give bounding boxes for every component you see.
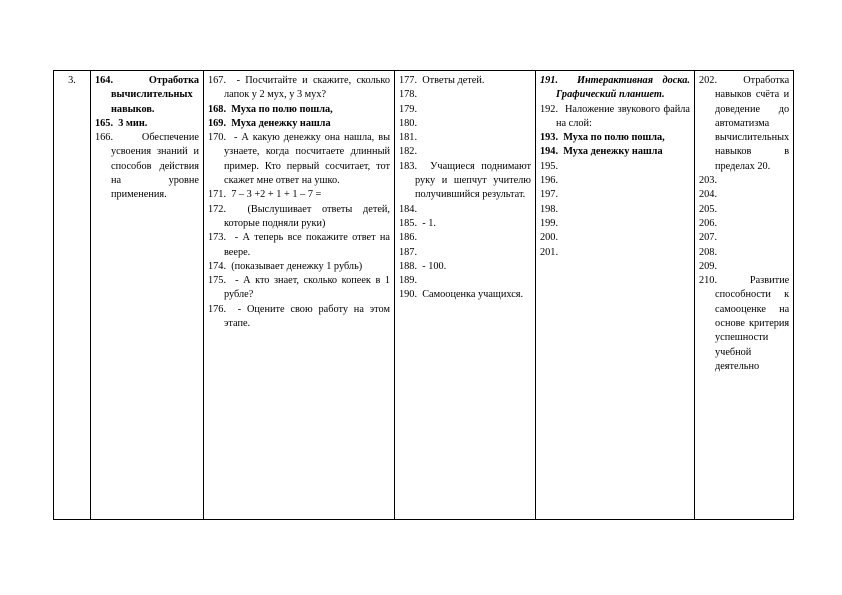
list-item <box>208 131 390 188</box>
list-item <box>399 274 531 288</box>
list-item <box>399 145 531 159</box>
item-number: 171. <box>208 189 227 201</box>
item-number: 164. <box>95 75 114 86</box>
list-item <box>208 74 390 103</box>
list-item <box>208 231 390 260</box>
item-number: 195. <box>540 160 559 172</box>
item-number: 179. <box>399 103 418 115</box>
item-text: Интерактивная доска. Графический планшет. <box>556 75 690 101</box>
item-number: 177. <box>399 75 418 86</box>
item-number: 209. <box>699 260 718 272</box>
student-activity-cell <box>395 71 536 520</box>
item-number: 206. <box>699 217 718 229</box>
item-number: 170. <box>208 132 227 144</box>
item-number: 175. <box>208 275 227 287</box>
item-text: 7 – 3 +2 + 1 + 1 – 7 = <box>231 189 322 201</box>
list-item <box>699 274 789 374</box>
table-row <box>54 71 794 520</box>
list-item <box>399 131 531 145</box>
list-item <box>699 203 789 217</box>
list-item <box>95 117 199 131</box>
item-number: 172. <box>208 203 227 215</box>
list-item <box>208 203 390 232</box>
item-text: - Оцените свою работу на этом этапе. <box>224 303 390 330</box>
list-item <box>399 246 531 260</box>
item-number: 204. <box>699 189 718 201</box>
list-item <box>699 246 789 260</box>
item-text: (Выслушивает ответы детей, которые подняли руки) <box>224 203 390 229</box>
list-item <box>399 160 531 203</box>
item-number: 165. <box>95 117 114 129</box>
item-number: 181. <box>399 132 418 144</box>
item-number: 210. <box>699 275 718 287</box>
item-number: 208. <box>699 246 718 258</box>
list-item <box>95 74 199 117</box>
item-number: 167. <box>208 75 227 86</box>
item-number: 205. <box>699 203 718 215</box>
list-item <box>399 231 531 245</box>
item-number: 186. <box>399 232 418 244</box>
item-number: 178. <box>399 89 418 101</box>
outcomes-cell <box>695 71 794 520</box>
list-item <box>399 117 531 131</box>
item-text: - А теперь все покажите ответ на веере. <box>224 232 390 258</box>
item-text: 3 мин. <box>118 117 148 129</box>
list-item <box>208 260 390 274</box>
list-item <box>208 117 390 131</box>
item-number: 166. <box>95 132 114 144</box>
list-item <box>540 74 690 103</box>
item-number: 202. <box>699 75 718 86</box>
list-item <box>699 260 789 274</box>
list-item <box>208 274 390 303</box>
list-item <box>208 303 390 332</box>
list-item <box>699 217 789 231</box>
ict-tools-cell <box>536 71 695 520</box>
item-number: 197. <box>540 189 559 201</box>
item-text: - А кто знает, сколько копеек в 1 рубле? <box>224 275 390 301</box>
list-item <box>399 203 531 217</box>
item-number: 184. <box>399 203 418 215</box>
list-item <box>399 288 531 302</box>
list-item <box>208 188 390 202</box>
row-number: 3. <box>68 75 76 86</box>
item-number: 207. <box>699 232 718 244</box>
list-item <box>95 131 199 202</box>
item-number: 203. <box>699 175 718 187</box>
list-item <box>399 74 531 88</box>
item-text: Развитие способности к самооценке на основе критерия успешности учебной деятельно <box>715 275 790 372</box>
item-number: 180. <box>399 117 418 129</box>
item-text: - 100. <box>422 260 447 272</box>
list-item <box>540 246 690 260</box>
list-item <box>540 145 690 159</box>
list-item <box>540 103 690 132</box>
item-number: 200. <box>540 232 559 244</box>
list-item <box>540 188 690 202</box>
item-number: 169. <box>208 117 227 129</box>
item-text: (показывает денежку 1 рубль) <box>231 260 363 272</box>
item-number: 193. <box>540 132 559 144</box>
item-number: 192. <box>540 103 559 115</box>
item-text: - А какую денежку она нашла, вы узнаете, когда посчитаете длинный пример. Кто первый сосчитает, тот скажет мне ответ на ушко. <box>224 132 390 187</box>
item-number: 187. <box>399 246 418 258</box>
item-number: 198. <box>540 203 559 215</box>
list-item <box>699 231 789 245</box>
item-number: 182. <box>399 146 418 158</box>
list-item <box>540 131 690 145</box>
list-item <box>699 74 789 174</box>
item-text: - Посчитайте и скажите, сколько лапок у 2 мух, у 3 мух? <box>224 75 390 101</box>
list-item <box>699 174 789 188</box>
item-number: 168. <box>208 103 227 115</box>
list-item <box>399 103 531 117</box>
item-number: 194. <box>540 146 559 158</box>
list-item <box>699 188 789 202</box>
item-number: 189. <box>399 275 418 287</box>
item-text: Учащиеся поднимают руку и шепчут учителю получившийся результат. <box>415 160 531 201</box>
list-item <box>540 231 690 245</box>
item-text: - 1. <box>422 217 436 229</box>
item-number: 176. <box>208 303 227 315</box>
item-text: Наложение звукового файла на слой: <box>556 103 690 129</box>
item-text: Самооценка учащихся. <box>422 289 524 301</box>
item-number: 191. <box>540 75 559 86</box>
item-text: Муха денежку нашла <box>231 117 331 129</box>
list-item <box>540 217 690 231</box>
item-number: 174. <box>208 260 227 272</box>
item-text: Отработка вычислительных навыков. <box>111 75 199 115</box>
list-item <box>540 174 690 188</box>
item-number: 201. <box>540 246 559 258</box>
item-number: 190. <box>399 289 418 301</box>
stage-cell <box>91 71 204 520</box>
item-number: 188. <box>399 260 418 272</box>
list-item <box>399 88 531 102</box>
list-item <box>399 217 531 231</box>
list-item <box>540 160 690 174</box>
lesson-plan-table <box>53 70 794 520</box>
teacher-activity-cell <box>204 71 395 520</box>
list-item <box>540 203 690 217</box>
item-text: Отработка навыков счёта и доведение до автоматизма вычислительных навыков в пределах 20. <box>715 75 790 172</box>
list-item <box>399 260 531 274</box>
list-item <box>208 103 390 117</box>
item-text: Обеспечение усвоения знаний и способов действия на уровне применения. <box>111 132 199 201</box>
item-number: 173. <box>208 232 227 244</box>
item-number: 196. <box>540 175 559 187</box>
row-number-cell <box>54 71 91 520</box>
item-text: Ответы детей. <box>422 75 485 86</box>
item-text: Муха денежку нашла <box>563 146 663 158</box>
item-text: Муха по полю пошла, <box>563 132 665 144</box>
item-number: 199. <box>540 217 559 229</box>
item-number: 185. <box>399 217 418 229</box>
item-number: 183. <box>399 160 418 172</box>
item-text: Муха по полю пошла, <box>231 103 333 115</box>
